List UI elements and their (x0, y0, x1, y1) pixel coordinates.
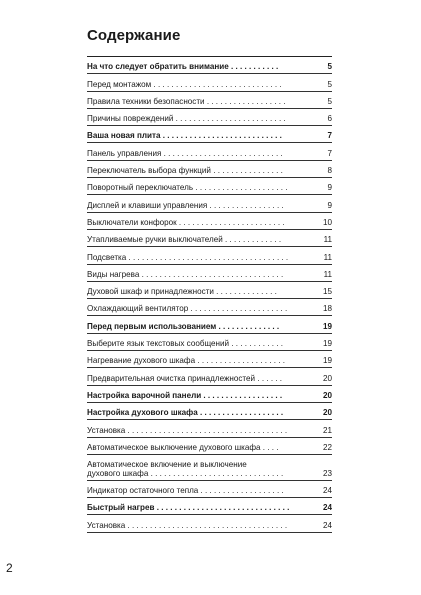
toc-entry-title: Перед первым использованием . . . . . . . . . . . . . . (87, 321, 280, 331)
toc-entry[interactable] (87, 438, 332, 455)
toc-entry-page: 11 (323, 252, 332, 262)
toc-entry-page: 21 (322, 425, 332, 435)
toc-entry[interactable] (87, 282, 332, 299)
toc-entry[interactable] (87, 161, 332, 178)
toc-entry-page: 19 (322, 356, 332, 366)
toc-entry-page: 20 (322, 390, 332, 400)
toc-entry[interactable] (87, 334, 332, 351)
toc-entry[interactable] (87, 247, 332, 264)
toc-entry-page: 23 (322, 468, 332, 478)
toc-entry-page: 15 (322, 287, 332, 297)
toc-entry-title: Выключатели конфорок . . . . . . . . . . . . . . . . . . . . . . . . (87, 217, 285, 227)
toc-entry-page: 18 (322, 304, 332, 314)
toc-entry-title: Охлаждающий вентилятор . . . . . . . . . . . . . . . . . . . . . . (87, 304, 288, 314)
toc-entry-title: Виды нагрева . . . . . . . . . . . . . . . . . . . . . . . . . . . . . . . . (87, 269, 284, 279)
toc-entry-page: 6 (327, 114, 332, 124)
toc-entry-page: 24 (322, 486, 332, 496)
toc-entry[interactable] (87, 195, 332, 212)
toc-entry-title: Перед монтажом . . . . . . . . . . . . . . . . . . . . . . . . . . . . . (87, 79, 282, 89)
toc-entry[interactable] (87, 299, 332, 316)
toc-entry[interactable] (87, 515, 332, 532)
toc-entry[interactable] (87, 351, 332, 368)
toc-entry-title: Автоматическое включение и выключение духового шкафа . . . . . . . . . . . . . . . . . . . . . . . . . . . . . . (87, 459, 284, 478)
toc-entry[interactable] (87, 74, 332, 91)
toc-entry-page: 11 (323, 235, 332, 245)
toc-entry-page: 7 (327, 148, 332, 158)
toc-entry[interactable] (87, 92, 332, 109)
toc-entry-page: 7 (327, 131, 332, 141)
toc-entry-title: Предварительная очистка принадлежностей . . . . . . (87, 373, 283, 383)
toc-entry-page: 24 (322, 520, 332, 530)
toc-entry-title: Подсветка . . . . . . . . . . . . . . . . . . . . . . . . . . . . . . . . . . . . (87, 252, 289, 262)
toc-entry-title: Установка . . . . . . . . . . . . . . . . . . . . . . . . . . . . . . . . . . . . (87, 425, 288, 435)
toc-entry-page: 5 (327, 96, 332, 106)
toc-entry-page: 20 (322, 408, 332, 418)
toc-entry-title: Утапливаемые ручки выключателей . . . . . . . . . . . . . (87, 235, 282, 245)
toc-entry-title: Выберите язык текстовых сообщений . . . . . . . . . . . . (87, 339, 284, 349)
toc-entry-title: Автоматическое выключение духового шкафа . . . . (87, 442, 279, 452)
toc-entry-page: 19 (322, 321, 332, 331)
toc-entry-page: 24 (322, 503, 332, 513)
toc-entry-page: 5 (327, 62, 332, 72)
toc-entry[interactable] (87, 403, 332, 420)
toc-entry-title: Настройка варочной панели . . . . . . . . . . . . . . . . . . (87, 390, 283, 400)
toc-entry-title: На что следует обратить внимание . . . . . . . . . . . (87, 62, 279, 72)
page-title: Содержание (87, 27, 181, 44)
toc-entry-title: Нагревание духового шкафа . . . . . . . . . . . . . . . . . . . . (87, 356, 286, 366)
toc-entry[interactable] (87, 386, 332, 403)
table-of-contents (87, 56, 332, 533)
toc-entry-page: 10 (322, 217, 332, 227)
toc-entry-page: 20 (322, 373, 332, 383)
toc-entry[interactable] (87, 316, 332, 333)
toc-entry-title: Установка . . . . . . . . . . . . . . . . . . . . . . . . . . . . . . . . . . . . (87, 520, 288, 530)
toc-entry-title: Поворотный переключатель . . . . . . . . . . . . . . . . . . . . . (87, 183, 288, 193)
toc-entry-page: 19 (322, 339, 332, 349)
toc-entry[interactable] (87, 420, 332, 437)
toc-entry[interactable] (87, 143, 332, 160)
toc-entry[interactable] (87, 481, 332, 498)
toc-entry[interactable] (87, 265, 332, 282)
toc-entry[interactable] (87, 126, 332, 143)
toc-entry-title: Панель управления . . . . . . . . . . . . . . . . . . . . . . . . . . . (87, 148, 283, 158)
toc-entry-title: Правила техники безопасности . . . . . . . . . . . . . . . . . . (87, 96, 286, 106)
toc-entry-page: 9 (327, 183, 332, 193)
toc-entry-title: Причины повреждений . . . . . . . . . . . . . . . . . . . . . . . . . (87, 114, 286, 124)
toc-entry-page: 9 (327, 200, 332, 210)
toc-entry[interactable] (87, 498, 332, 515)
toc-entry-title: Быстрый нагрев . . . . . . . . . . . . . . . . . . . . . . . . . . . . . . (87, 503, 290, 513)
page-number: 2 (6, 561, 13, 575)
toc-entry[interactable] (87, 213, 332, 230)
toc-entry-title: Переключатель выбора функций . . . . . . . . . . . . . . . . (87, 166, 283, 176)
toc-entry-title: Духовой шкаф и принадлежности . . . . . . . . . . . . . . (87, 287, 277, 297)
toc-entry-title: Ваша новая плита . . . . . . . . . . . . . . . . . . . . . . . . . . . (87, 131, 282, 141)
toc-entry-page: 11 (323, 269, 332, 279)
toc-entry[interactable] (87, 178, 332, 195)
toc-entry-page: 5 (327, 79, 332, 89)
toc-entry-title: Дисплей и клавиши управления . . . . . . . . . . . . . . . . . (87, 200, 284, 210)
toc-entry-title: Индикатор остаточного тепла . . . . . . . . . . . . . . . . . . . (87, 486, 284, 496)
toc-entry[interactable] (87, 109, 332, 126)
toc-entry-page: 22 (322, 442, 332, 452)
toc-entry[interactable] (87, 57, 332, 74)
toc-entry[interactable] (87, 230, 332, 247)
toc-entry[interactable] (87, 455, 332, 481)
toc-entry-title: Настройка духового шкафа . . . . . . . . . . . . . . . . . . . (87, 408, 284, 418)
toc-entry-page: 8 (327, 166, 332, 176)
toc-entry[interactable] (87, 368, 332, 385)
